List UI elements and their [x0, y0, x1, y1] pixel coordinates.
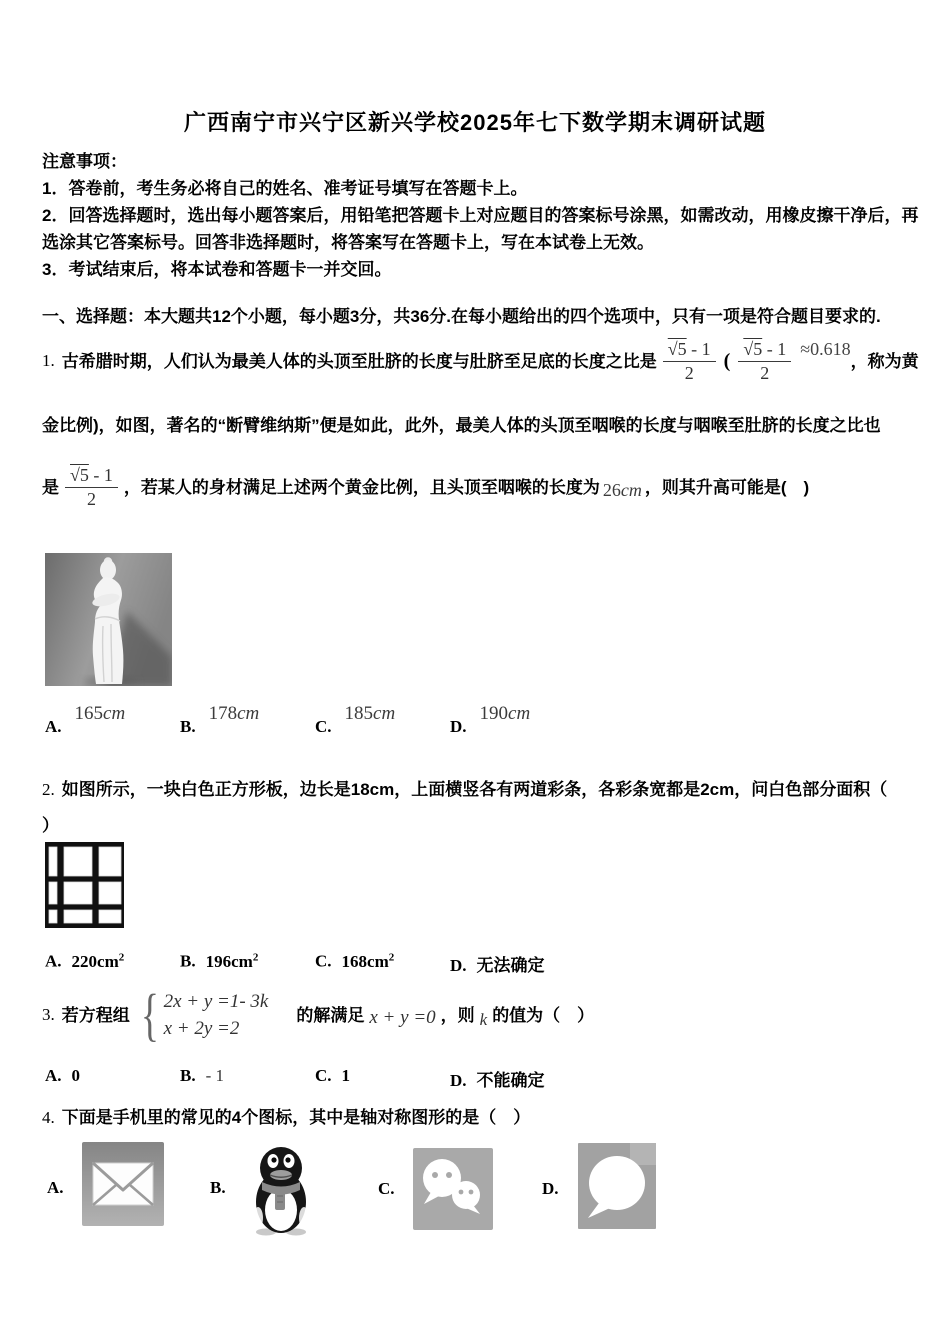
equation-system: [164, 988, 269, 1042]
option-a-label: A.: [47, 1178, 64, 1197]
golden-ratio-fraction: $\frac{√5 - 1}{2}$: [663, 339, 716, 383]
option-c-label: C.: [378, 1179, 395, 1198]
option-a-value: 0: [71, 1066, 81, 1085]
question-4-text: 4. 下面是手机里的常见的4个图标，其中是轴对称图形的是（ ）: [42, 1108, 531, 1127]
question-3-pre: 若方程组: [61, 1005, 130, 1025]
question-1-after-approx: ，称为黄: [850, 351, 919, 371]
option-b-label: B.: [210, 1178, 226, 1197]
question-3-options: [0, 1066, 950, 1096]
qq-penguin-icon: [248, 1144, 314, 1236]
option-c: C. $168cm^2$: [315, 951, 395, 971]
approx-value: ≈0.618: [800, 338, 851, 359]
option-a: A. 165cm: [45, 703, 126, 736]
wechat-icon: [413, 1148, 493, 1230]
question-3-then: ，则: [440, 1005, 475, 1025]
question-1-number: 1.: [42, 351, 55, 370]
question-1-line3-mid: ，若某人的身材满足上述两个黄金比例，且头顶至咽喉的长度为: [123, 477, 600, 497]
notice-heading: 注意事项：: [42, 152, 127, 171]
equation-1: 2x + y =1- 3k: [163, 991, 269, 1012]
system-brace: {: [140, 982, 159, 1047]
question-2-options: [0, 951, 950, 981]
question-3-number: 3.: [42, 1005, 55, 1024]
question-2-text: 2. 如图所示，一块白色正方形板，边长是18cm，上面横竖各有两道彩条，各彩条宽都是2cm，问白色部分面积（: [42, 780, 888, 799]
open-paren: (: [723, 349, 731, 372]
golden-ratio-fraction: $\frac{√5 - 1}{2}$: [738, 339, 791, 383]
question-3-post: 的值为（ ）: [492, 1005, 595, 1025]
page-title: 广西南宁市兴宁区新兴学校2025年七下数学期末调研试题: [184, 110, 766, 135]
option-c-value: 185cm: [344, 703, 396, 724]
option-a: A. 0: [45, 1066, 81, 1085]
option-a-value: 165cm: [74, 703, 126, 724]
option-d: D. 不能确定: [450, 1071, 545, 1090]
option-d-label: D.: [542, 1179, 559, 1198]
option-b-value: $196cm^2$: [205, 951, 259, 971]
question-1-line3-pre: 是: [42, 477, 59, 497]
equation-2: x + 2y =2: [163, 1018, 240, 1039]
golden-ratio-fraction: $\frac{√5 - 1}{2}$: [65, 465, 118, 509]
option-d: D. 无法确定: [450, 956, 545, 975]
option-b: B. $196cm^2$: [180, 951, 259, 971]
option-b-value: - 1: [205, 1066, 225, 1085]
notice-item-2: 2．回答选择题时，选出每小题答案后，用铅笔把答题卡上对应题目的答案标号涂黑，如需改动，用橡皮擦干净后，再选涂其它答案标号。回答非选择题时，将答案写在答题卡上，写在本试卷上无效。: [42, 206, 919, 252]
mail-icon: [82, 1142, 164, 1226]
option-a-value: $220cm^2$: [71, 951, 125, 971]
question-1-line-3: [42, 455, 942, 519]
option-b: B. - 1: [180, 1066, 225, 1085]
option-c-value: 1: [341, 1066, 351, 1085]
throat-length-value: 26cm: [602, 479, 642, 500]
option-a: A. $220cm^2$: [45, 951, 125, 971]
option-b-value: 178cm: [208, 703, 260, 724]
question-1-line-1: [42, 328, 942, 394]
variable-k: k: [479, 1010, 488, 1029]
question-1-line3-post: ，则其升高可能是( ): [644, 477, 810, 497]
speech-bubble-icon: [578, 1143, 656, 1229]
option-d-value: 不能确定: [476, 1071, 545, 1090]
condition-equation: x + y =0: [369, 1007, 436, 1028]
section-heading: 一、选择题：本大题共12个小题，每小题3分，共36分.在每小题给出的四个选项中，只有一项是符合题目要求的.: [42, 307, 881, 326]
question-1-options: [0, 703, 950, 756]
option-c: C. 1: [315, 1066, 351, 1085]
option-d-value: 190cm: [479, 703, 531, 724]
option-c: C. 185cm: [315, 703, 396, 736]
notice-item-1: 1．答卷前，考生务必将自己的姓名、准考证号填写在答题卡上。: [42, 179, 528, 198]
venus-statue-image: [45, 553, 172, 686]
question-3: [42, 983, 942, 1047]
option-c-value: $168cm^2$: [341, 951, 395, 971]
question-1-intro: 古希腊时期，人们认为最美人体的头顶至肚脐的长度与肚脐至足底的长度之比是: [61, 351, 657, 371]
notice-item-3: 3．考试结束后，将本试卷和答题卡一并交回。: [42, 260, 392, 279]
question-2-close-paren: ）: [42, 816, 59, 835]
option-d-value: 无法确定: [476, 956, 545, 975]
question-1-line-2: 金比例)，如图，著名的“断臂维纳斯”便是如此，此外，最美人体的头顶至咽喉的长度与咽喉至肚脐的长度之比也: [42, 416, 881, 435]
option-d: D. 190cm: [450, 703, 531, 736]
option-b: B. 178cm: [180, 703, 260, 736]
question-3-mid: 的解满足: [296, 1005, 365, 1025]
striped-square-figure: [45, 842, 124, 928]
